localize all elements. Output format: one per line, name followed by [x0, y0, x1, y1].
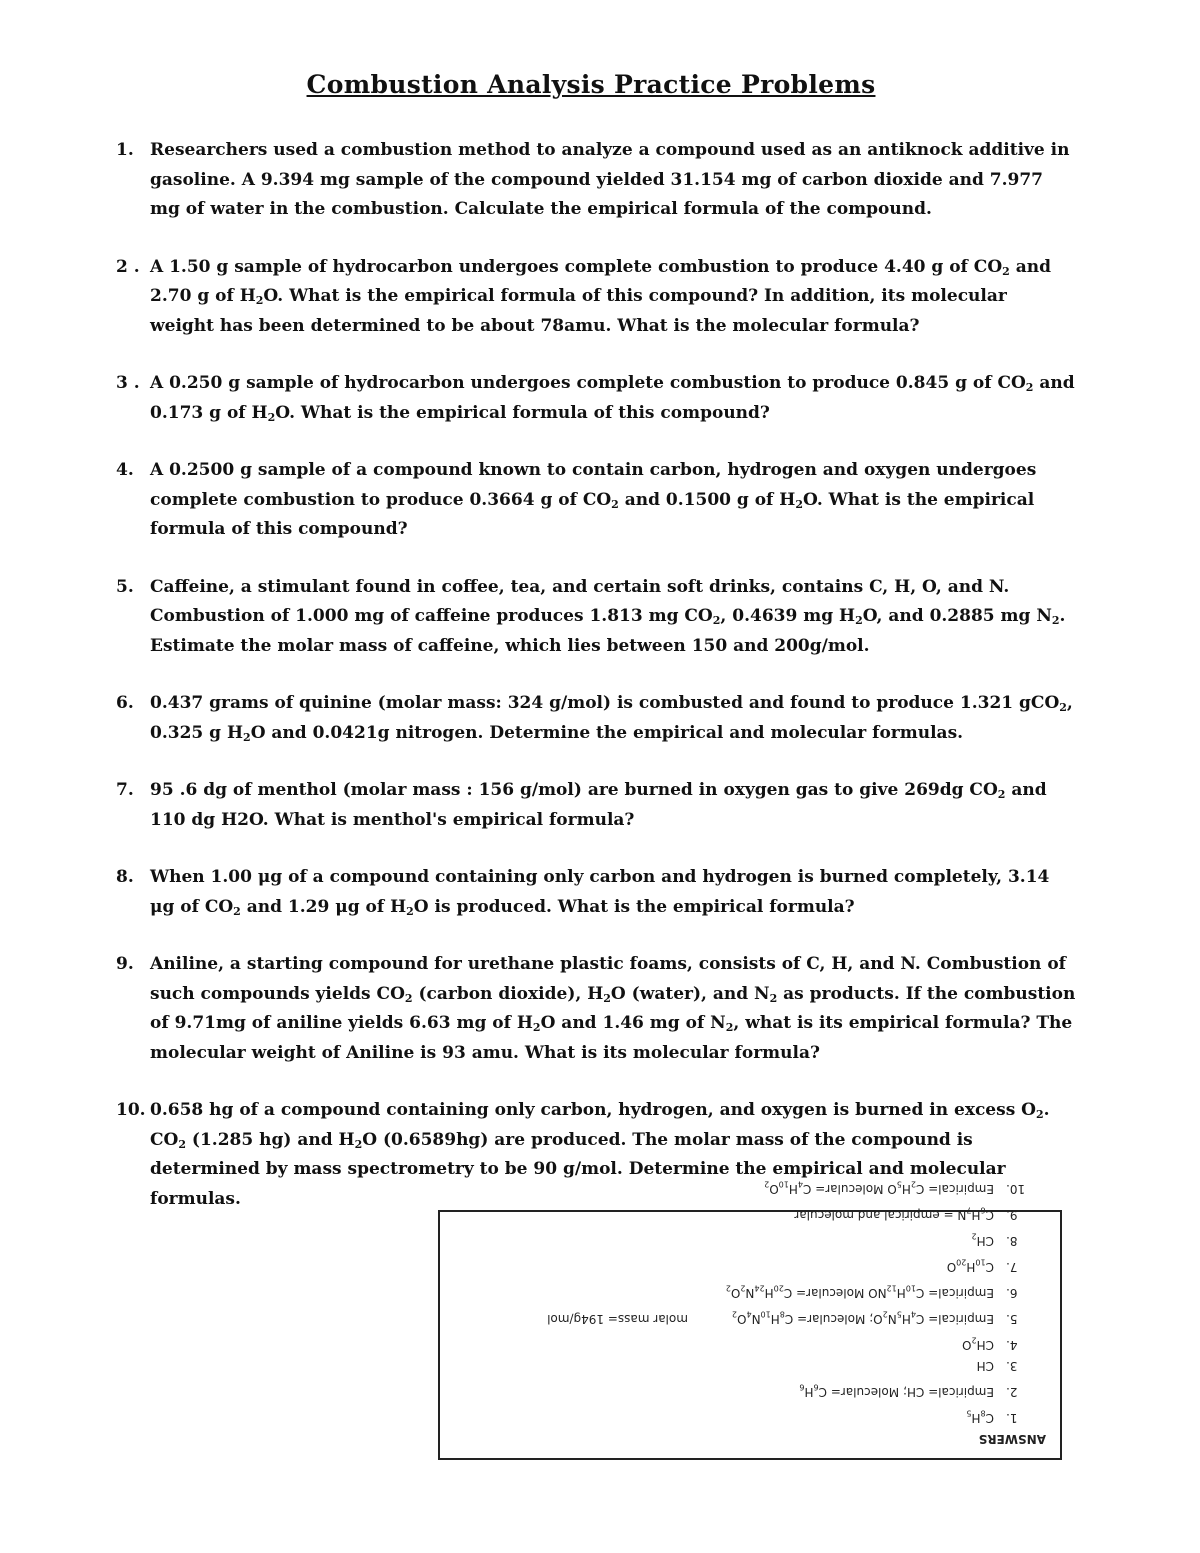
- answer-number: 5.: [1006, 1311, 1018, 1326]
- answer-text: $CH_2O$: [962, 1335, 994, 1352]
- problem-item: [116, 776, 1076, 835]
- answer-row: [454, 1173, 1046, 1199]
- answer-row: [454, 1402, 1046, 1428]
- answer-text: $C_{10}H_{20}O$: [946, 1257, 994, 1275]
- problem-item: [116, 253, 1076, 342]
- problem-text: 0.658 hg of a compound containing only carbon, hydrogen, and oxygen is burned in excess $O_2$. $CO_2$ (1.285 hg) and $H_2O$ (0.6589hg) are produced. The molar mass of the compound is determined by mass spectrometry to be 90 g/mol. Determine the empirical and molecular formulas.: [150, 1100, 1050, 1209]
- answer-text: $C_6H_7N$ = empirical and molecular: [794, 1205, 994, 1223]
- problem-text: Researchers used a combustion method to analyze a compound used as an antiknock additive in gasoline. A 9.394 mg sample of the compound yielded 31.154 mg of carbon dioxide and 7.977 mg of water in the combustion. Calculate the empirical formula of the compound.: [150, 140, 1070, 219]
- answer-text: Empirical= $C_{10}H_{12}NO$ Molecular= $C_{20}H_{24}N_2O_2$: [725, 1283, 994, 1300]
- problem-item: [116, 573, 1076, 662]
- answer-row: [454, 1225, 1046, 1251]
- problem-number: 7.: [116, 780, 134, 800]
- answer-text: $C_8H_5$: [966, 1408, 994, 1425]
- answer-text: Empirical= CH; Molecular= $C_6H_6$: [799, 1382, 994, 1400]
- problem-number: 4.: [116, 460, 134, 480]
- problem-text: A 0.250 g sample of hydrocarbon undergoes complete combustion to produce 0.845 g of $CO_2$ and 0.173 g of $H_2O$. What is the empirical formula of this compound?: [150, 373, 1075, 424]
- answer-number: 2.: [1006, 1385, 1018, 1400]
- problem-number: 3 .: [116, 373, 140, 393]
- answer-row: [454, 1199, 1046, 1225]
- answer-number: 8.: [1006, 1234, 1018, 1249]
- answer-row: [454, 1251, 1046, 1277]
- answers-list: [454, 1173, 1046, 1428]
- answer-extra-note: molar mass= 194g/mol: [547, 1311, 688, 1326]
- problem-list: [116, 136, 1076, 1242]
- answer-number: 3.: [1006, 1359, 1018, 1374]
- answers-upside-down-content: [440, 1179, 1060, 1458]
- problem-item: [116, 950, 1076, 1068]
- problem-number: 2 .: [116, 256, 140, 277]
- problem-text: Caffeine, a stimulant found in coffee, tea, and certain soft drinks, contains C, H, O, and N. Combustion of 1.000 mg of caffeine produces 1.813 mg $CO_2$, 0.4639 mg $H_2O$, and 0.2885 mg $N_2$. Estimate the molar mass of caffeine, which lies between 150 and 200g/mol.: [150, 576, 1066, 656]
- answer-text: CH: [976, 1359, 994, 1374]
- problem-text: When 1.00 μg of a compound containing only carbon and hydrogen is burned completely, 3.14 μg of $CO_2$ and 1.29 μg of $H_2O$ is produced. What is the empirical formula?: [150, 867, 1050, 918]
- answer-number: 7.: [1006, 1260, 1018, 1275]
- answer-row: [454, 1277, 1046, 1303]
- answer-row: [454, 1329, 1046, 1355]
- problem-number: 9.: [116, 954, 134, 974]
- answer-number: 1.: [1006, 1411, 1018, 1425]
- answers-box: [438, 1179, 1062, 1460]
- answer-text: $CH_2$: [971, 1231, 994, 1249]
- problem-number: 6.: [116, 693, 134, 713]
- problem-text: Aniline, a starting compound for urethane plastic foams, consists of C, H, and N. Combustion of such compounds yields $CO_2$ (carbon dioxide), $H_2O$ (water), and $N_2$ as products. If the combustion of 9.71mg of aniline yields 6.63 mg of $H_2O$ and 1.46 mg of $N_2$, what is its empirical formula? The molecular weight of Aniline is 93 amu. What is its molecular formula?: [150, 954, 1076, 1063]
- problem-text: A 0.2500 g sample of a compound known to contain carbon, hydrogen and oxygen undergoes complete combustion to produce 0.3664 g of $CO_2$ and 0.1500 g of $H_2O$. What is the empirical formula of this compound?: [150, 460, 1037, 539]
- problem-text: A 1.50 g sample of hydrocarbon undergoes complete combustion to produce 4.40 g of $CO_2$ and 2.70 g of $H_2O$. What is the empirical formula of this compound? In addition, its molecular weight has been determined to be about 78amu. What is the molecular formula?: [150, 256, 1051, 336]
- answer-text: Empirical= $C_4H_5N_2O$; Molecular= $C_8H_{10}N_4O_2$: [731, 1309, 994, 1326]
- answer-row: [454, 1376, 1046, 1402]
- page-title: Combustion Analysis Practice Problems: [306, 70, 876, 99]
- answer-number: 6.: [1006, 1285, 1018, 1300]
- problem-item: [116, 369, 1076, 428]
- problem-number: 5.: [116, 576, 134, 597]
- problem-number: 8.: [116, 867, 134, 887]
- problem-item: [116, 689, 1076, 748]
- problem-item: [116, 456, 1076, 545]
- answer-row: [454, 1303, 1046, 1329]
- answers-heading: ANSWERS: [978, 1432, 1046, 1446]
- answer-number: 10.: [1006, 1182, 1026, 1197]
- problem-item: [116, 136, 1076, 225]
- answer-number: 4.: [1006, 1337, 1018, 1352]
- answer-number: 9.: [1006, 1208, 1018, 1223]
- problem-item: [116, 863, 1076, 922]
- problem-text: 95 .6 dg of menthol (molar mass : 156 g/mol) are burned in oxygen gas to give 269dg $CO_2$ and 110 dg H2O. What is menthol's empirical formula?: [150, 780, 1047, 830]
- answer-text: Empirical= $C_2H_5O$ Molecular= $C_4H_{10}O_2$: [764, 1179, 994, 1197]
- problem-number: 10.: [116, 1100, 146, 1120]
- problem-number: 1.: [116, 140, 134, 160]
- answer-row: [454, 1355, 1046, 1377]
- problem-text: 0.437 grams of quinine (molar mass: 324 g/mol) is combusted and found to produce 1.321 gCO$_2$, 0.325 g $H_2O$ and 0.0421g nitrogen. Determine the empirical and molecular formulas.: [150, 693, 1073, 744]
